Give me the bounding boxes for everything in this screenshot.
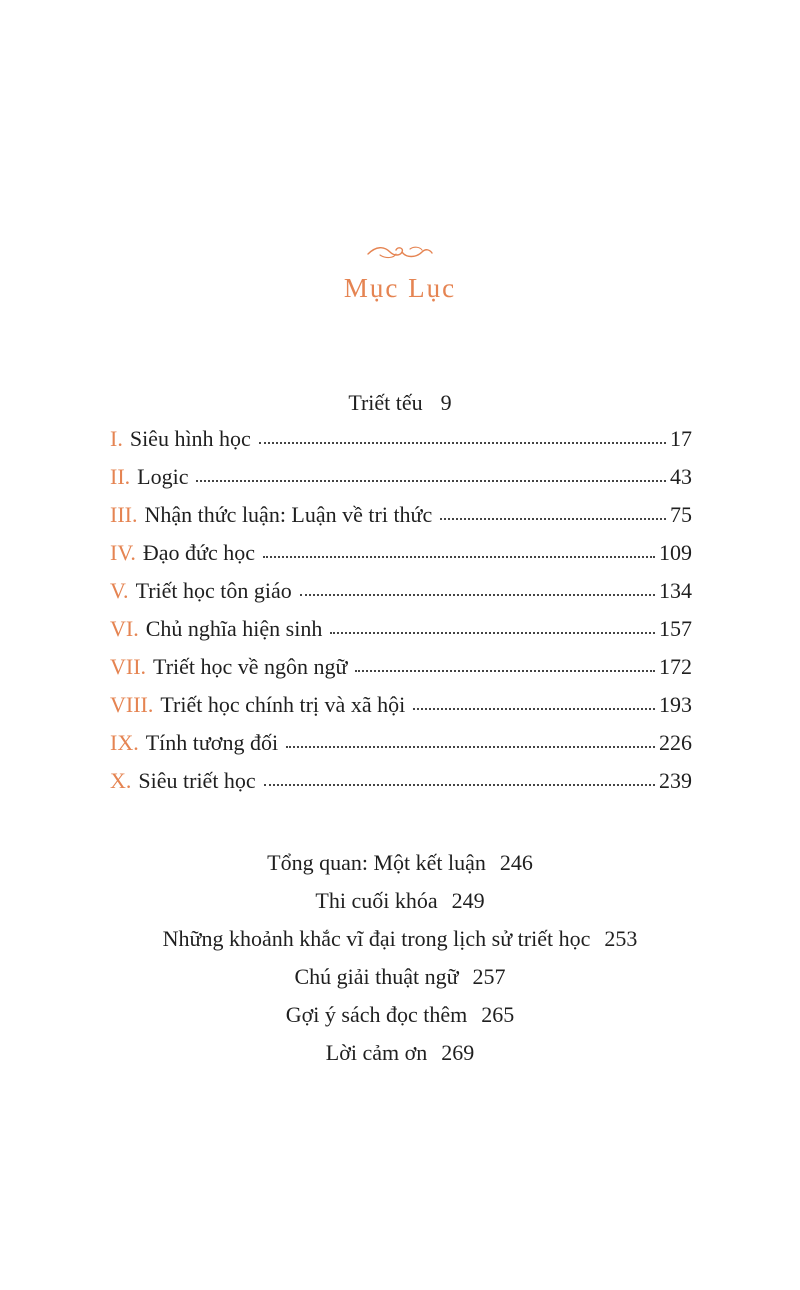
chapter-entry[interactable] [110, 768, 692, 806]
back-matter-entry[interactable] [0, 888, 800, 926]
entry-page-number: 246 [499, 850, 533, 875]
dot-leader [286, 746, 655, 748]
chapter-title: Siêu triết học [138, 768, 256, 793]
chapter-numeral: V. [110, 578, 129, 603]
back-matter-entry[interactable] [0, 1040, 800, 1078]
chapter-title: Nhận thức luận: Luận về tri thức [144, 502, 433, 527]
dot-leader [440, 518, 666, 520]
back-matter-entry[interactable] [0, 850, 800, 888]
chapter-numeral: I. [110, 426, 123, 451]
entry-title: Chú giải thuật ngữ [294, 964, 459, 989]
chapter-entry[interactable] [110, 616, 692, 654]
chapter-numeral: III. [110, 502, 138, 527]
chapter-title: Tính tương đối [145, 730, 279, 755]
swirl-flourish-icon [366, 244, 434, 260]
chapter-numeral: VI. [110, 616, 139, 641]
chapter-title: Logic [137, 464, 189, 489]
chapter-entry[interactable] [110, 464, 692, 502]
chapter-list [110, 426, 692, 806]
entry-title: Triết tếu [348, 390, 423, 415]
chapter-page-number: 134 [659, 578, 692, 603]
chapter-numeral: VIII. [110, 692, 154, 717]
chapter-title: Triết học về ngôn ngữ [153, 654, 348, 679]
entry-page-number: 249 [451, 888, 485, 913]
dot-leader [413, 708, 655, 710]
entry-page-number: 253 [604, 926, 638, 951]
chapter-page-number: 43 [670, 464, 692, 489]
chapter-page-number: 172 [659, 654, 692, 679]
dot-leader [259, 442, 666, 444]
chapter-page-number: 109 [659, 540, 692, 565]
back-matter-list [0, 850, 800, 1078]
chapter-title: Đạo đức học [142, 540, 255, 565]
entry-title: Gợi ý sách đọc thêm [285, 1002, 468, 1027]
dot-leader [355, 670, 655, 672]
chapter-title: Siêu hình học [129, 426, 251, 451]
chapter-page-number: 239 [659, 768, 692, 793]
dot-leader [196, 480, 666, 482]
chapter-entry[interactable] [110, 502, 692, 540]
entry-title: Những khoảnh khắc vĩ đại trong lịch sử triết học [162, 926, 591, 951]
entry-page-number: 265 [481, 1002, 515, 1027]
dot-leader [330, 632, 655, 634]
back-matter-entry[interactable] [0, 1002, 800, 1040]
chapter-entry[interactable] [110, 578, 692, 616]
chapter-title: Triết học chính trị và xã hội [160, 692, 406, 717]
chapter-numeral: VII. [110, 654, 147, 679]
back-matter-entry[interactable] [0, 964, 800, 1002]
chapter-page-number: 226 [659, 730, 692, 755]
chapter-page-number: 193 [659, 692, 692, 717]
chapter-title: Triết học tôn giáo [135, 578, 292, 603]
chapter-entry[interactable] [110, 692, 692, 730]
chapter-title: Chủ nghĩa hiện sinh [145, 616, 323, 641]
chapter-numeral: IX. [110, 730, 139, 755]
back-matter-entry[interactable] [0, 926, 800, 964]
chapter-page-number: 75 [670, 502, 692, 527]
entry-page-number: 9 [440, 390, 452, 415]
chapter-entry[interactable] [110, 426, 692, 464]
entry-title: Thi cuối khóa [315, 888, 438, 913]
chapter-entry[interactable] [110, 540, 692, 578]
chapter-entry[interactable] [110, 730, 692, 768]
entry-title: Lời cảm ơn [325, 1040, 428, 1065]
entry-title: Tổng quan: Một kết luận [267, 850, 486, 875]
chapter-page-number: 17 [670, 426, 692, 451]
chapter-numeral: X. [110, 768, 132, 793]
entry-page-number: 269 [441, 1040, 475, 1065]
chapter-entry[interactable] [110, 654, 692, 692]
entry-page-number: 257 [472, 964, 506, 989]
chapter-page-number: 157 [659, 616, 692, 641]
chapter-numeral: II. [110, 464, 131, 489]
dot-leader [300, 594, 655, 596]
dot-leader [263, 556, 655, 558]
front-matter-entry[interactable] [0, 390, 800, 416]
page-title: Mục Lục [343, 273, 457, 303]
dot-leader [264, 784, 655, 786]
chapter-numeral: IV. [110, 540, 136, 565]
